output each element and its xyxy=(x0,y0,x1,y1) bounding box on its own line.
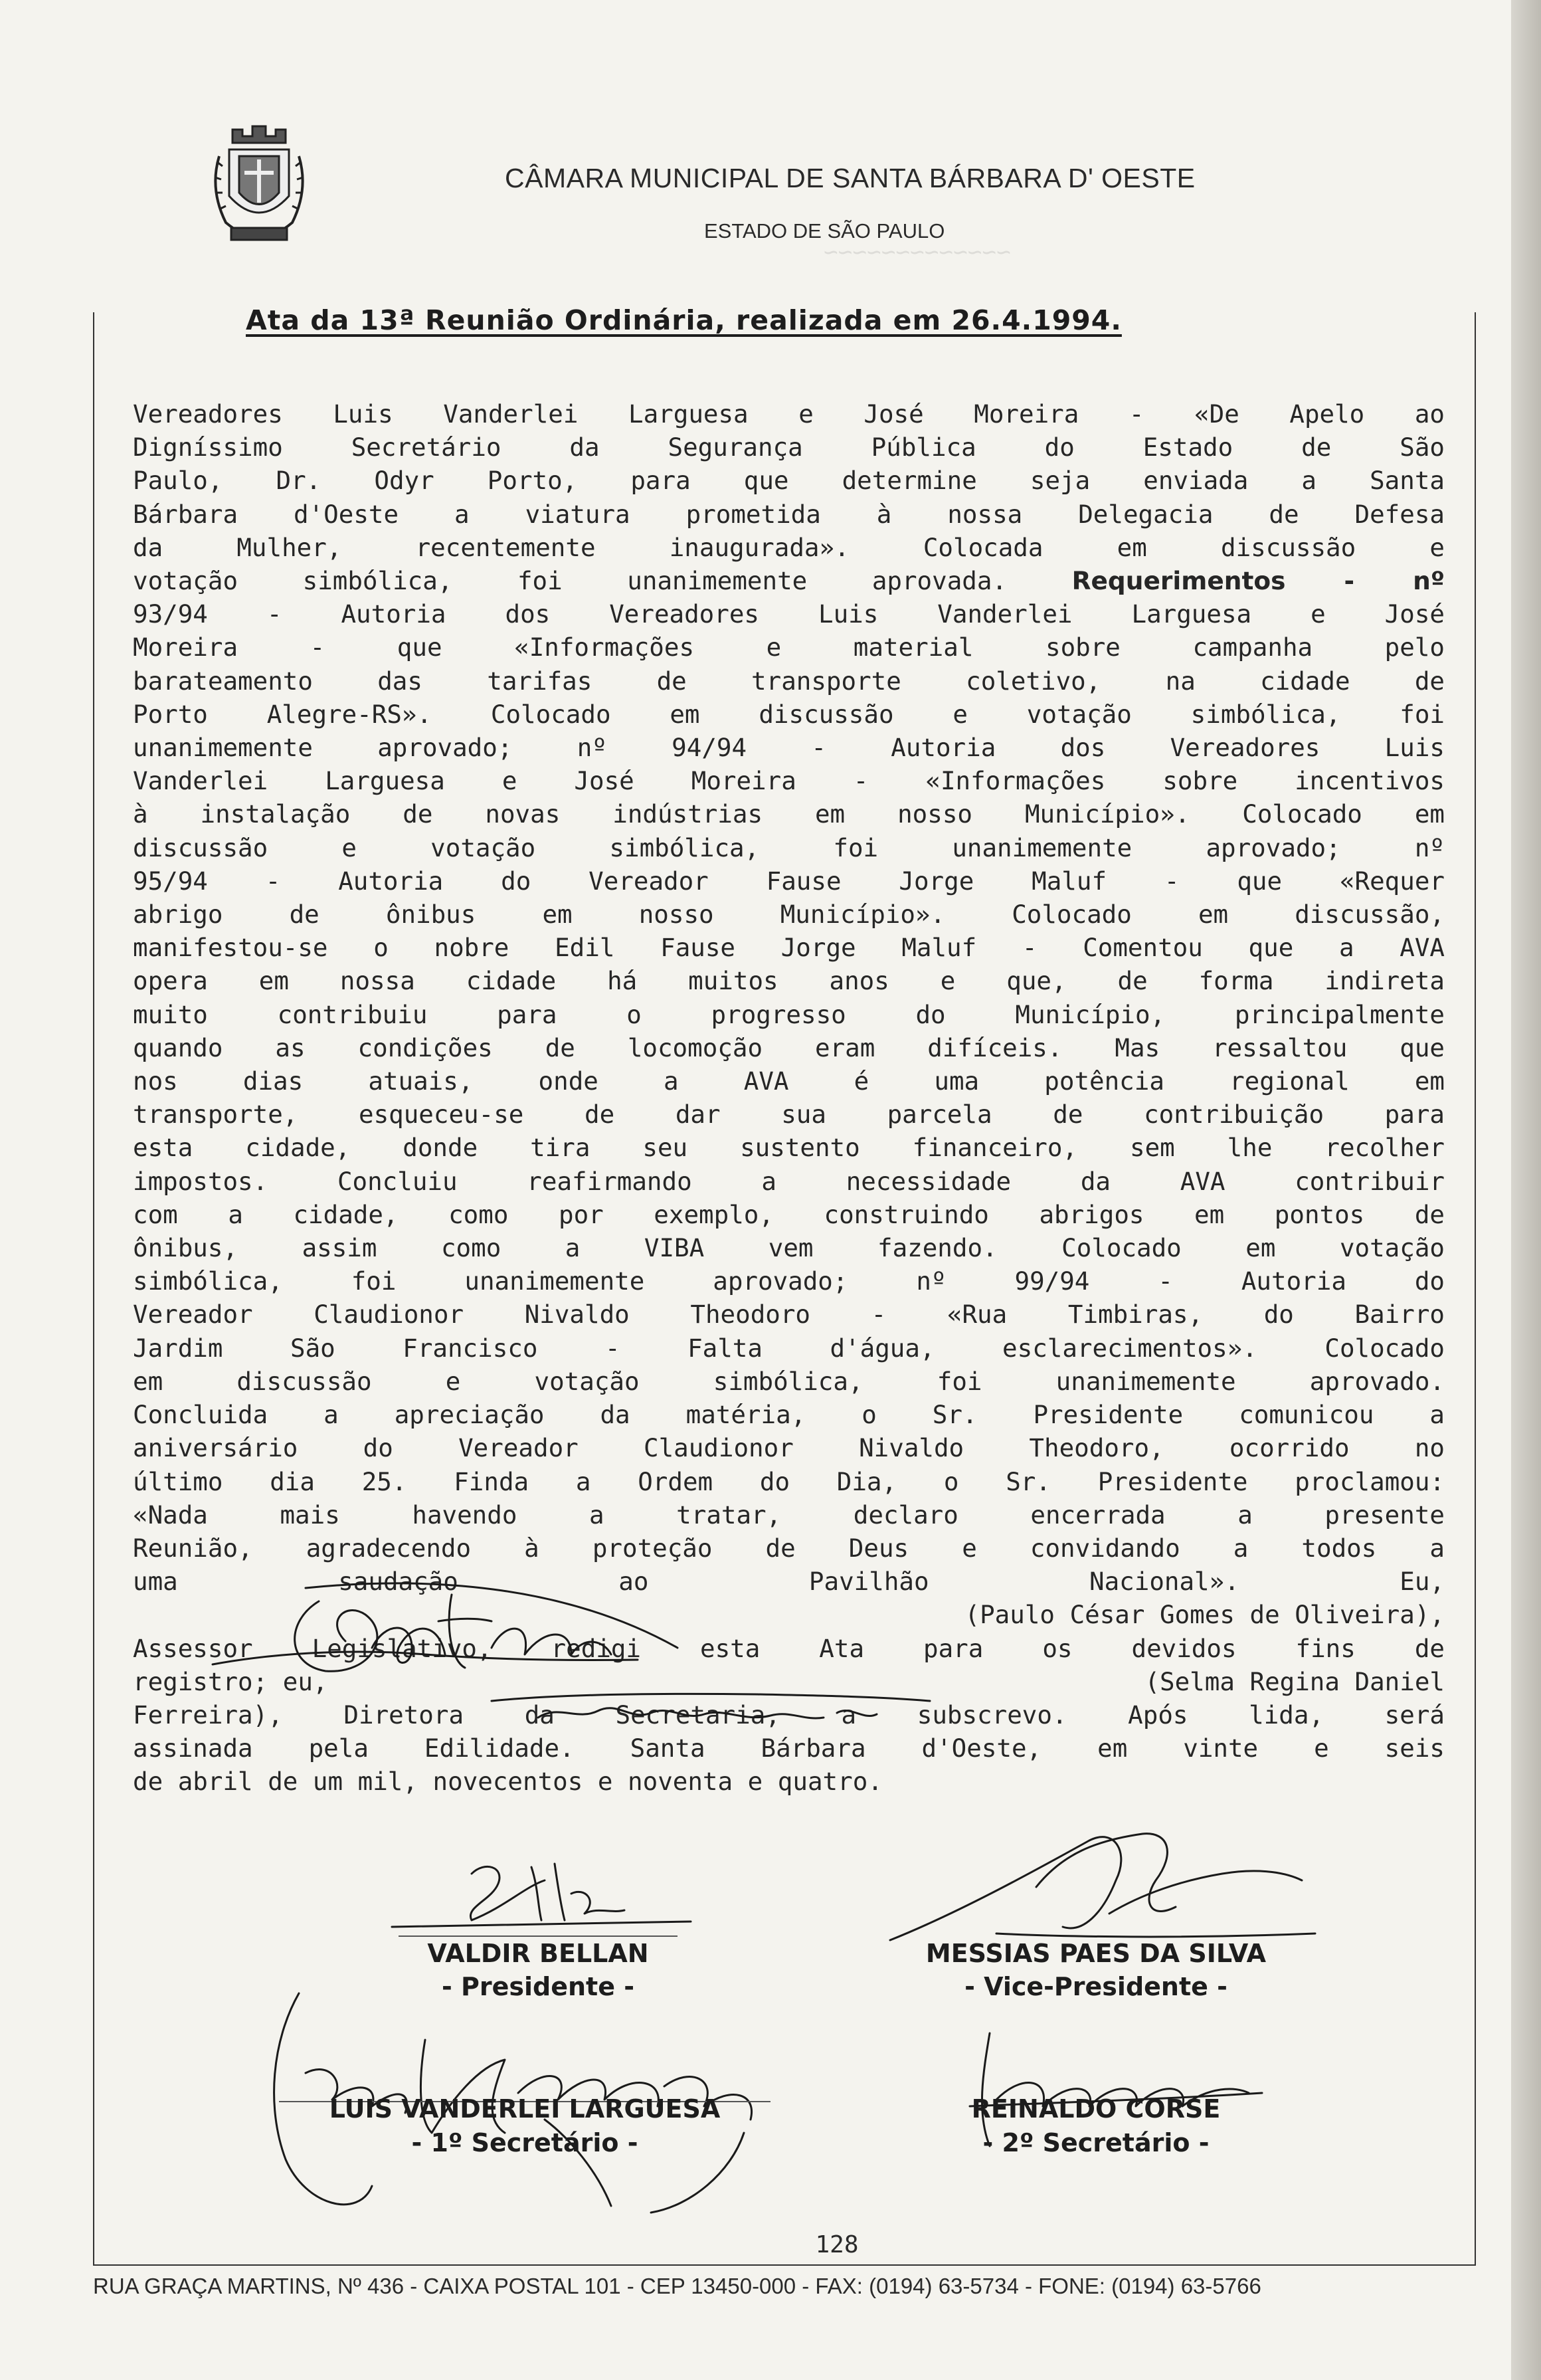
body-line: 93/94 - Autoria dos Vereadores Luis Vanderlei Larguesa e José xyxy=(133,599,1445,629)
first-secretary-role: - 1º Secretário - xyxy=(411,2128,638,2157)
body-line: abrigo de ônibus em nosso Município». Colocado em discussão, xyxy=(133,900,1445,930)
body-line: transporte, esqueceu-se de dar sua parcela de contribuição para xyxy=(133,1100,1445,1130)
body-line: último dia 25. Finda a Ordem do Dia, o Sr. Presidente proclamou: xyxy=(133,1466,1445,1496)
show-through-text: ~~~~~~~~~~~~~ xyxy=(824,239,1011,266)
body-line: de abril de um mil, novecentos e noventa e quatro. xyxy=(133,1767,883,1797)
body-line: Jardim São Francisco - Falta d'água, esclarecimentos». Colocado xyxy=(133,1333,1445,1363)
body-line: Paulo, Dr. Odyr Porto, para que determine seja enviada a Santa xyxy=(133,466,1445,496)
body-line: impostos. Concluiu reafirmando a necessidade da AVA contribuir xyxy=(133,1166,1445,1196)
vice-president-role: - Vice-Presidente - xyxy=(964,1972,1227,2001)
body-line: Porto Alegre-RS». Colocado em discussão e votação simbólica, foi xyxy=(133,699,1445,729)
body-line: Digníssimo Secretário da Segurança Pública do Estado de São xyxy=(133,433,1445,462)
body-line: Concluida a apreciação da matéria, o Sr. Presidente comunicou a xyxy=(133,1400,1445,1430)
coat-of-arms-icon xyxy=(206,116,312,249)
body-line: à instalação de novas indústrias em nosso Município». Colocado em xyxy=(133,799,1445,829)
body-line: opera em nossa cidade há muitos anos e que, de forma indireta xyxy=(133,966,1445,996)
body-line: aniversário do Vereador Claudionor Nivaldo Theodoro, ocorrido no xyxy=(133,1433,1445,1463)
vice-president-name: MESSIAS PAES DA SILVA xyxy=(925,1939,1267,1968)
page-number: 128 xyxy=(815,2231,859,2258)
body-line: «Nada mais havendo a tratar, declaro encerrada a presente xyxy=(133,1500,1445,1530)
frame-bottom-line xyxy=(93,2264,1476,2266)
body-line: Bárbara d'Oeste a viatura prometida à nossa Delegacia de Defesa xyxy=(133,499,1445,529)
institution-name: CÂMARA MUNICIPAL DE SANTA BÁRBARA D' OESTE xyxy=(505,163,1196,193)
body-line-with-bold xyxy=(133,564,1445,597)
body-line: ônibus, assim como a VIBA vem fazendo. Colocado em votação xyxy=(133,1233,1445,1263)
body-line: barateamento das tarifas de transporte coletivo, na cidade de xyxy=(133,666,1445,696)
president-name: VALDIR BELLAN xyxy=(427,1939,649,1968)
footer-address: RUA GRAÇA MARTINS, Nº 436 - CAIXA POSTAL 101 - CEP 13450-000 - FAX: (0194) 63-5734 - FONE: (0194) 63-5766 xyxy=(93,2274,1261,2298)
body-line: Vereador Claudionor Nivaldo Theodoro - «Rua Timbiras, do Bairro xyxy=(133,1300,1445,1330)
body-line: simbólica, foi unanimemente aprovado; nº 99/94 - Autoria do xyxy=(133,1266,1445,1296)
body-line: Assessor Legislativo, redigi esta Ata para os devidos fins de xyxy=(133,1633,1445,1663)
body-line: nos dias atuais, onde a AVA é uma potência regional em xyxy=(133,1066,1445,1096)
body-line: assinada pela Edilidade. Santa Bárbara d'Oeste, em vinte e seis xyxy=(133,1734,1445,1763)
body-line-text: registro; eu, xyxy=(133,1666,328,1696)
body-line: uma saudação ao Pavilhão Nacional». Eu, xyxy=(133,1567,1445,1597)
body-line: 95/94 - Autoria do Vereador Fause Jorge Maluf - que «Requer xyxy=(133,866,1445,896)
signature-messias-paes xyxy=(863,1814,1328,1953)
state-name: ESTADO DE SÃO PAULO xyxy=(704,219,945,243)
signature-line xyxy=(399,1935,678,1937)
body-line: Vanderlei Larguesa e José Moreira - «Informações sobre incentivos xyxy=(133,766,1445,796)
requerimentos-label: Requerimentos - nº xyxy=(1071,566,1445,596)
body-line: em discussão e votação simbólica, foi unanimemente aprovado. xyxy=(133,1366,1445,1396)
body-line: quando as condições de locomoção eram difíceis. Mas ressaltou que xyxy=(133,1033,1445,1062)
document-title: Ata da 13ª Reunião Ordinária, realizada em 26.4.1994. xyxy=(246,304,1122,336)
body-line-right: (Paulo César Gomes de Oliveira), xyxy=(964,1600,1445,1630)
body-line: com a cidade, como por exemplo, construindo abrigos em pontos de xyxy=(133,1199,1445,1229)
body-line: Reunião, agradecendo à proteção de Deus e convidando a todos a xyxy=(133,1533,1445,1563)
signature-selma-regina xyxy=(478,1681,943,1734)
page-edge-shadow xyxy=(1511,0,1541,2380)
body-line: esta cidade, donde tira seu sustento financeiro, sem lhe recolher xyxy=(133,1133,1445,1163)
body-line: manifestou-se o nobre Edil Fause Jorge Maluf - Comentou que a AVA xyxy=(133,933,1445,963)
signature-valdir-bellan xyxy=(372,1847,717,1947)
body-line-text: votação simbólica, foi unanimemente aprovada. xyxy=(133,566,1008,596)
body-line: discussão e votação simbólica, foi unanimemente aprovado; nº xyxy=(133,833,1445,862)
body-line: unanimemente aprovado; nº 94/94 - Autoria dos Vereadores Luis xyxy=(133,733,1445,763)
second-secretary-name: REINALDO CORSE xyxy=(971,2094,1221,2124)
body-line-text: (Selma Regina Daniel xyxy=(1144,1666,1445,1696)
body-line: muito contribuiu para o progresso do Município, principalmente xyxy=(133,999,1445,1029)
body-line: Moreira - que «Informações e material sobre campanha pelo xyxy=(133,633,1445,662)
second-secretary-role: - 2º Secretário - xyxy=(982,2128,1210,2157)
body-line: Ferreira), Diretora da Secretaria, a subscrevo. Após lida, será xyxy=(133,1700,1445,1730)
first-secretary-name: LUIS VANDERLEI LARGUESA xyxy=(329,2094,721,2124)
president-role: - Presidente - xyxy=(442,1972,634,2001)
body-line: da Mulher, recentemente inaugurada». Colocada em discussão e xyxy=(133,532,1445,562)
body-line: Vereadores Luis Vanderlei Larguesa e José Moreira - «De Apelo ao xyxy=(133,399,1445,429)
frame-right-line xyxy=(1475,312,1476,2266)
frame-left-line xyxy=(93,312,94,2266)
